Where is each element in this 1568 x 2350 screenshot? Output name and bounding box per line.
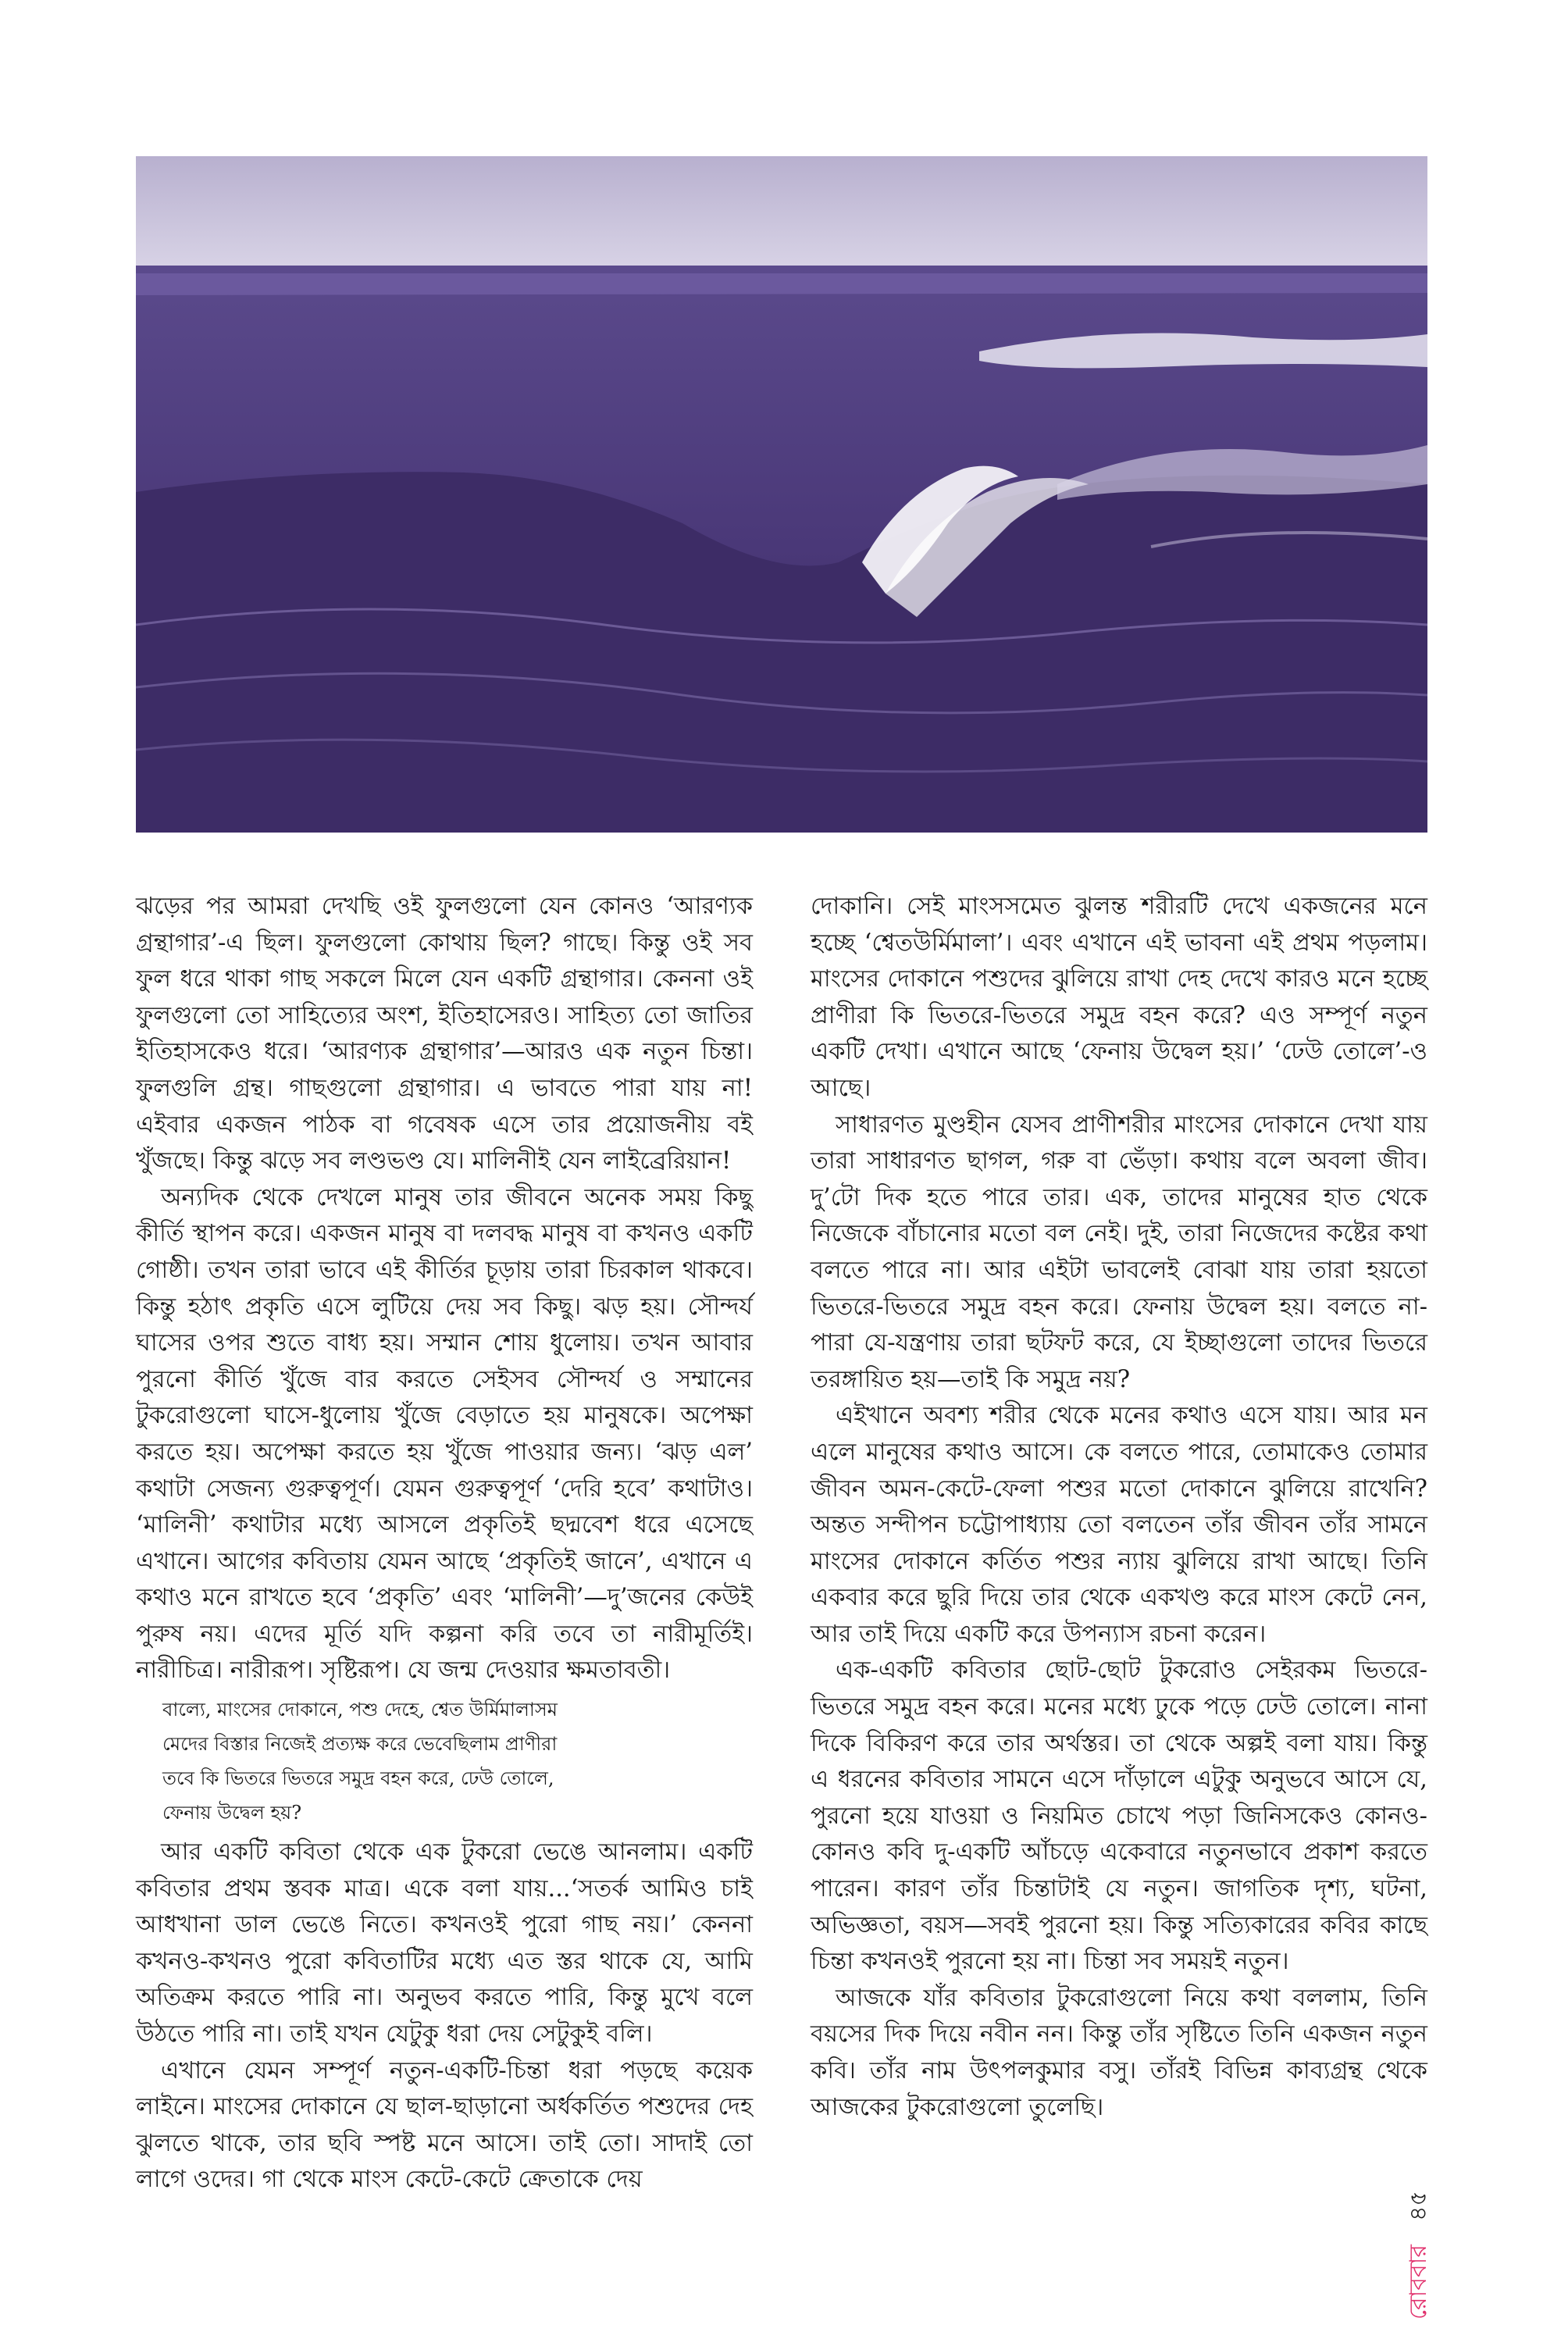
article-column-left <box>136 889 753 2198</box>
wave-illustration <box>136 156 1427 833</box>
page-folio <box>1399 2191 1439 2320</box>
magazine-name: রোববার <box>1405 2245 1432 2320</box>
page-number: ৪৫ <box>1405 2191 1432 2222</box>
paragraph: এইখানে অবশ্য শরীর থেকে মনের কথাও এসে যায়। আর মন এলে মানুষের কথাও আসে। কে বলতে পারে, তোমাকেও তোমার জীবন অমন-কেটে-ফেলা পশুর মতো দোকানে ঝুলিয়ে রাখেনি? অন্তত সন্দীপন চট্টোপাধ্যায় তো বলতেন তাঁর জীবন তাঁর সামনে মাংসের দোকানে কর্তিত পশুর ন্যায় ঝুলিয়ে রাখা আছে। তিনি একবার করে ছুরি দিয়ে তার থেকে একখণ্ড করে মাংস কেটে নেন, আর তাই দিয়ে একটি করে উপন্যাস রচনা করেন। <box>811 1402 1427 1648</box>
paragraph: দোকানি। সেই মাংসসমেত ঝুলন্ত শরীরটি দেখে একজনের মনে হচ্ছে ‘শ্বেতউর্মিমালা’। এবং এখানে এই ভাবনা এই প্রথম পড়লাম। মাংসের দোকানে পশুদের ঝুলিয়ে রাখা দেহ দেখে কারও মনে হচ্ছে প্রাণীরা কি ভিতরে-ভিতরে সমুদ্র বহন করে? এও সম্পূর্ণ নতুন একটি দেখা। এখানে আছে ‘ফেনায় উদ্বেল হয়।’ ‘ঢেউ তোলে’-ও আছে। <box>811 893 1427 1102</box>
poem-quote <box>162 1692 753 1830</box>
paragraph: ঝড়ের পর আমরা দেখছি ওই ফুলগুলো যেন কোনও ‘আরণ্যক গ্রন্থাগার’-এ ছিল। ফুলগুলো কোথায় ছিল? গাছে। কিন্তু ওই সব ফুল ধরে থাকা গাছ সকলে মিলে যেন একটি গ্রন্থাগার। কেননা ওই ফুলগুলো তো সাহিত্যের অংশ, ইতিহাসেরও। সাহিত্য তো জাতির ইতিহাসকেও ধরে। ‘আরণ্যক গ্রন্থাগার’—আরও এক নতুন চিন্তা। ফুলগুলি গ্রন্থ। গাছগুলো গ্রন্থাগার। এ ভাবতে পারা যায় না! এইবার একজন পাঠক বা গবেষক এসে তার প্রয়োজনীয় বই খুঁজছে। কিন্তু ঝড়ে সব লণ্ডভণ্ড যে। মালিনীই যেন লাইব্রেরিয়ান! <box>136 893 753 1175</box>
paragraph: অন্যদিক থেকে দেখলে মানুষ তার জীবনে অনেক সময় কিছু কীর্তি স্থাপন করে। একজন মানুষ বা দলবদ্ধ মানুষ বা কখনও একটি গোষ্ঠী। তখন তারা ভাবে এই কীর্তির চূড়ায় তারা চিরকাল থাকবে। কিন্তু হঠাৎ প্রকৃতি এসে লুটিয়ে দেয় সব কিছু। ঝড় হয়। সৌন্দর্য ঘাসের ওপর শুতে বাধ্য হয়। সম্মান শোয় ধুলোয়। তখন আবার পুরনো কীর্তি খুঁজে বার করতে সেইসব সৌন্দর্য ও সম্মানের টুকরোগুলো ঘাসে-ধুলোয় খুঁজে বেড়াতে হয় মানুষকে। অপেক্ষা করতে হয়। অপেক্ষা করতে হয় খুঁজে পাওয়ার জন্য। ‘ঝড় এল’ কথাটা সেজন্য গুরুত্বপূর্ণ। যেমন গুরুত্বপূর্ণ ‘দেরি হবে’ কথাটাও। ‘মালিনী’ কথাটার মধ্যে আসলে প্রকৃতিই ছদ্মবেশ ধরে এসেছে এখানে। আগের কবিতায় যেমন আছে ‘প্রকৃতিই জানে’, এখানে এ কথাও মনে রাখতে হবে ‘প্রকৃতি’ এবং ‘মালিনী’—দু’জনের কেউই পুরুষ নয়। এদের মূর্তি যদি কল্পনা করি তবে তা নারীমূর্তিই। নারীচিত্র। নারীরূপ। সৃষ্টিরূপ। যে জন্ম দেওয়ার ক্ষমতাবতী। <box>136 1183 753 1685</box>
paragraph: সাধারণত মুণ্ডহীন যেসব প্রাণীশরীর মাংসের দোকানে দেখা যায় তারা সাধারণত ছাগল, গরু বা ভেঁড়া। কথায় বলে অবলা জীব। দু’টো দিক হতে পারে তার। এক, তাদের মানুষের হাত থেকে নিজেকে বাঁচানোর মতো বল নেই। দুই, তারা নিজেদের কষ্টের কথা বলতে পারে না। আর এইটা ভাবলেই বোঝা যায় তারা হয়তো ভিতরে-ভিতরে সমুদ্র বহন করে। ফেনায় উদ্বেল হয়। বলতে না-পারা যে-যন্ত্রণায় তারা ছটফট করে, যে ইচ্ছাগুলো তাদের ভিতরে তরঙ্গায়িত হয়—তাই কি সমুদ্র নয়? <box>811 1111 1427 1393</box>
paragraph: এখানে যেমন সম্পূর্ণ নতুন-একটি-চিন্তা ধরা পড়ছে কয়েক লাইনে। মাংসের দোকানে যে ছাল-ছাড়ানো অর্ধকর্তিত পশুদের দেহ ঝুলতে থাকে, তার ছবি স্পষ্ট মনে আসে। তাই তো। সাদাই তো লাগে ওদের। গা থেকে মাংস কেটে-কেটে ক্রেতাকে দেয় <box>136 2056 753 2194</box>
paragraph: আর একটি কবিতা থেকে এক টুকরো ভেঙে আনলাম। একটি কবিতার প্রথম স্তবক মাত্র। একে বলা যায়...‘সতর্ক আমিও চাই আধখানা ডাল ভেঙে নিতে। কখনওই পুরো গাছ নয়।’ কেননা কখনও-কখনও পুরো কবিতাটির মধ্যে এত স্তর থাকে যে, আমি অতিক্রম করতে পারি না। অনুভব করতে পারি, কিন্তু মুখে বলে উঠতে পারি না। তাই যখন যেটুকু ধরা দেয় সেটুকুই বলি। <box>136 1838 753 2049</box>
ocean-wave-photo <box>136 156 1427 833</box>
poem-line: মেদের বিস্তার নিজেই প্রত্যক্ষ করে ভেবেছিলাম প্রাণীরা <box>162 1733 558 1756</box>
poem-line: বাল্যে, মাংসের দোকানে, পশু দেহে, শ্বেত উর্মিমালাসম <box>162 1699 558 1721</box>
paragraph: এক-একটি কবিতার ছোট-ছোট টুকরোও সেইরকম ভিতরে-ভিতরে সমুদ্র বহন করে। মনের মধ্যে ঢুকে পড়ে ঢেউ তোলে। নানা দিকে বিকিরণ করে তার অর্থস্তর। তা থেকে অল্পই বলা যায়। কিন্তু এ ধরনের কবিতার সামনে এসে দাঁড়ালে এটুকু অনুভবে আসে যে, পুরনো হয়ে যাওয়া ও নিয়মিত চোখে পড়া জিনিসকেও কোনও-কোনও কবি দু-একটি আঁচড়ে একেবারে নতুনভাবে প্রকাশ করতে পারেন। কারণ তাঁর চিন্তাটাই যে নতুন। জাগতিক দৃশ্য, ঘটনা, অভিজ্ঞতা, বয়স—সবই পুরনো হয়। কিন্তু সত্যিকারের কবির কাছে চিন্তা কখনওই পুরনো হয় না। চিন্তা সব সময়ই নতুন। <box>811 1656 1427 1976</box>
paragraph: আজকে যাঁর কবিতার টুকরোগুলো নিয়ে কথা বললাম, তিনি বয়সের দিক দিয়ে নবীন নন। কিন্তু তাঁর সৃষ্টিতে তিনি একজন নতুন কবি। তাঁর নাম উৎপলকুমার বসু। তাঁরই বিভিন্ন কাব্যগ্রন্থ থেকে আজকের টুকরোগুলো তুলেছি। <box>811 1984 1427 2121</box>
article-column-right <box>811 889 1427 2126</box>
poem-line: ফেনায় উদ্বেল হয়? <box>162 1802 302 1824</box>
poem-line: তবে কি ভিতরে ভিতরে সমুদ্র বহন করে, ঢেউ তোলে, <box>162 1767 554 1790</box>
